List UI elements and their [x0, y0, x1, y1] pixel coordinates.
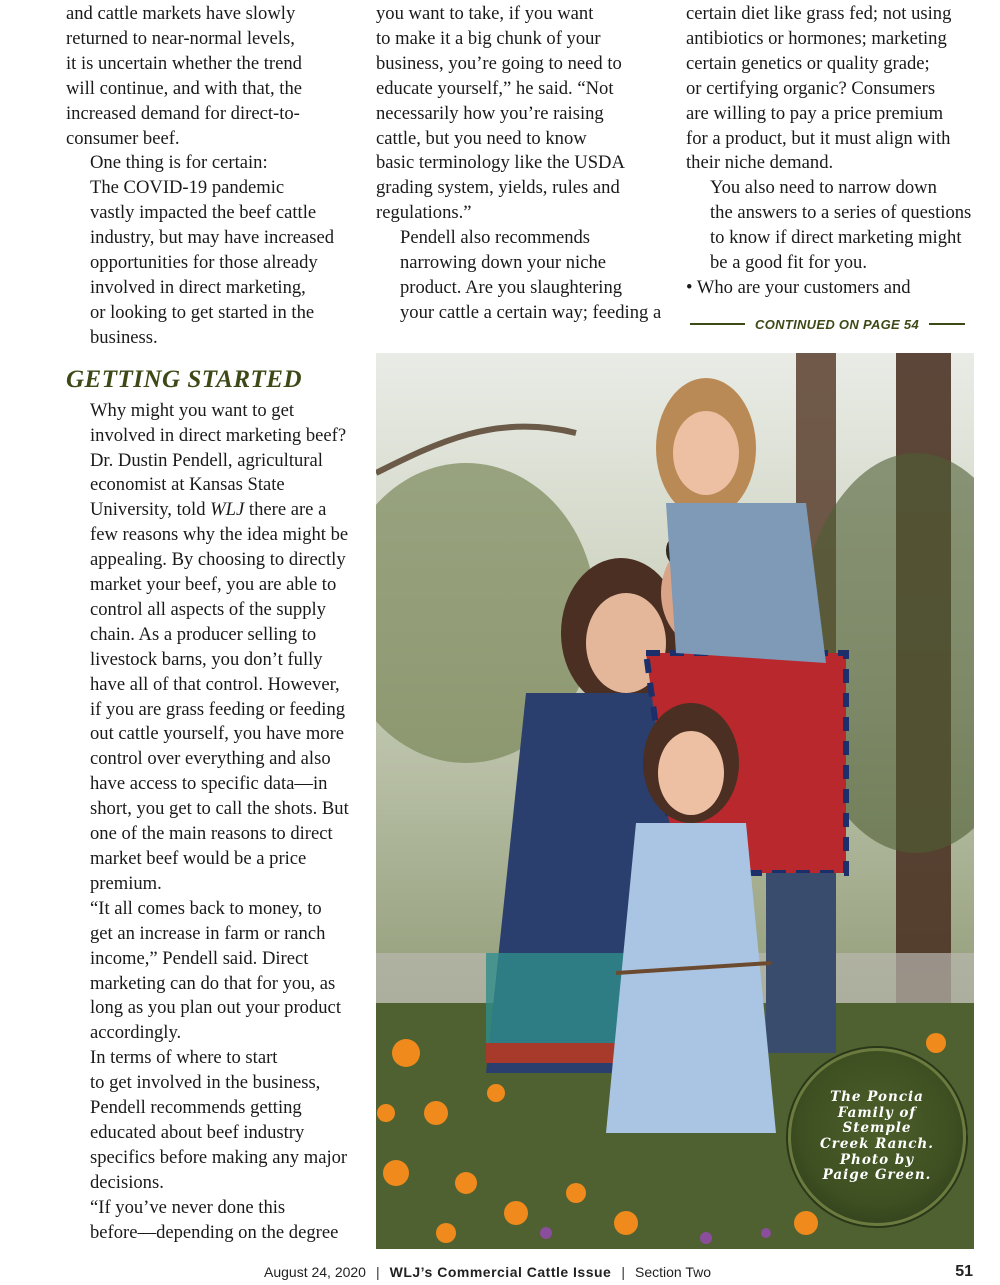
text-line: to know if direct marketing might: [710, 227, 962, 249]
text-line: to get involved in the business,: [90, 1072, 321, 1094]
text-line: business, you’re going to need to: [376, 52, 622, 74]
text-line: The COVID-19 pandemic: [90, 177, 285, 199]
text-line: get an increase in farm or ranch: [90, 922, 326, 944]
paragraph-diet: [686, 2, 981, 176]
paragraph-money-quote: [66, 897, 356, 1046]
text-line: narrowing down your niche: [400, 252, 607, 274]
text-line: “If you’ve never done this: [90, 1196, 286, 1218]
text-line: “It all comes back to money, to: [90, 897, 322, 919]
page-footer: [264, 1261, 976, 1283]
text-line: certain diet like grass fed; not using: [686, 3, 952, 24]
text-line: educate yourself,” he said. “Not: [376, 77, 614, 99]
text-line: increased demand for direct-to-: [66, 102, 300, 124]
text-line: necessarily how you’re raising: [376, 102, 604, 124]
section-label: Section Two: [634, 1264, 711, 1280]
text-line: cattle, but you need to know: [376, 127, 587, 149]
text-line: or looking to get started in the: [90, 301, 315, 323]
paragraph-covid: [66, 151, 356, 350]
issue-date: August 24, 2020: [264, 1264, 366, 1280]
text-line: basic terminology like the USDA: [376, 152, 625, 174]
paragraph-why: Why might you want to get involved in direct marketing beef? Dr. Dustin Pendell, agricultural economist at Kansas State University, told WLJ there are a few reasons why the idea might be appealing. By choosing to directly market your beef, you are able to control all aspects of the supply chain. As a producer selling to livestock barns, you don’t fully have all of that control. However, if you are grass feeding or feeding out cattle yourself, you have more control over everything and also have access to specific data—in short, you get to call the shots. But one of the main reasons to direct market beef would be a price premium.: [90, 399, 349, 894]
bullet-item: • Who are your customers and: [686, 276, 911, 298]
text-line: accordingly.: [90, 1022, 182, 1044]
text-line: vastly impacted the beef cattle: [90, 202, 317, 224]
text-line: industry, but may have increased: [90, 227, 335, 249]
section-heading: GETTING STARTED: [66, 365, 303, 393]
text-line: your cattle a certain way; feeding a: [400, 301, 662, 323]
photo-caption-badge: [788, 1048, 966, 1226]
footer-separator: |: [621, 1264, 625, 1280]
paragraph-where-to-start: [66, 1046, 356, 1195]
text-line: Pendell recommends getting: [90, 1097, 302, 1119]
text-line: consumer beef.: [66, 127, 180, 149]
text-line: income,” Pendell said. Direct: [90, 947, 309, 969]
paragraph-questions: [686, 176, 981, 276]
continued-notice: [690, 312, 965, 336]
photo-caption: The Poncia Family of Stemple Creek Ranch. Photo by Paige Green.: [820, 1089, 934, 1184]
text-line: before—depending on the degree: [90, 1221, 339, 1243]
text-line: opportunities for those already: [90, 252, 318, 274]
text-line: or certifying organic? Consumers: [686, 77, 936, 99]
text-line: it is uncertain whether the trend: [66, 52, 302, 74]
column-3: [686, 2, 981, 301]
page-number: 51: [955, 1263, 973, 1280]
text-line: specifics before making any major: [90, 1146, 348, 1168]
footer-separator: |: [375, 1264, 380, 1280]
text-line: long as you plan out your product: [90, 997, 341, 1019]
text-line: One thing is for certain:: [90, 152, 268, 174]
text-line: decisions.: [90, 1171, 164, 1193]
text-line: You also need to narrow down: [710, 177, 937, 199]
paragraph-educate: [376, 2, 666, 226]
divider: [690, 323, 745, 325]
divider: [929, 323, 965, 325]
column-1: [66, 2, 356, 1246]
text-line: In terms of where to start: [90, 1047, 278, 1069]
text-line: are willing to pay a price premium: [686, 102, 944, 124]
text-line: marketing can do that for you, as: [90, 972, 336, 994]
text-line: antibiotics or hormones; marketing: [686, 27, 947, 49]
text-line: will continue, and with that, the: [66, 77, 302, 99]
text-line: their niche demand.: [686, 152, 834, 174]
text-line: regulations.”: [376, 202, 472, 224]
text-line: returned to near-normal levels,: [66, 27, 295, 49]
text-line: for a product, but it must align with: [686, 127, 951, 149]
paragraph-niche: [376, 226, 666, 326]
paragraph-never-done: [66, 1196, 356, 1246]
text-line: you want to take, if you want: [376, 3, 594, 24]
continued-label: CONTINUED ON PAGE 54: [755, 316, 919, 332]
text-line: business.: [90, 326, 158, 348]
text-line: and cattle markets have slowly: [66, 3, 296, 24]
text-line: certain genetics or quality grade;: [686, 52, 930, 74]
text-line: be a good fit for you.: [710, 252, 867, 274]
column-2: [376, 2, 666, 326]
publication-name: WLJ’s Commercial Cattle Issue: [389, 1264, 612, 1280]
paragraph-intro: [66, 2, 356, 151]
text-line: product. Are you slaughtering: [400, 276, 623, 298]
text-line: Pendell also recommends: [400, 227, 591, 249]
text-line: grading system, yields, rules and: [376, 177, 620, 199]
text-line: to make it a big chunk of your: [376, 27, 601, 49]
text-line: the answers to a series of questions: [710, 202, 972, 224]
text-line: involved in direct marketing,: [90, 276, 306, 298]
text-line: educated about beef industry: [90, 1121, 305, 1143]
